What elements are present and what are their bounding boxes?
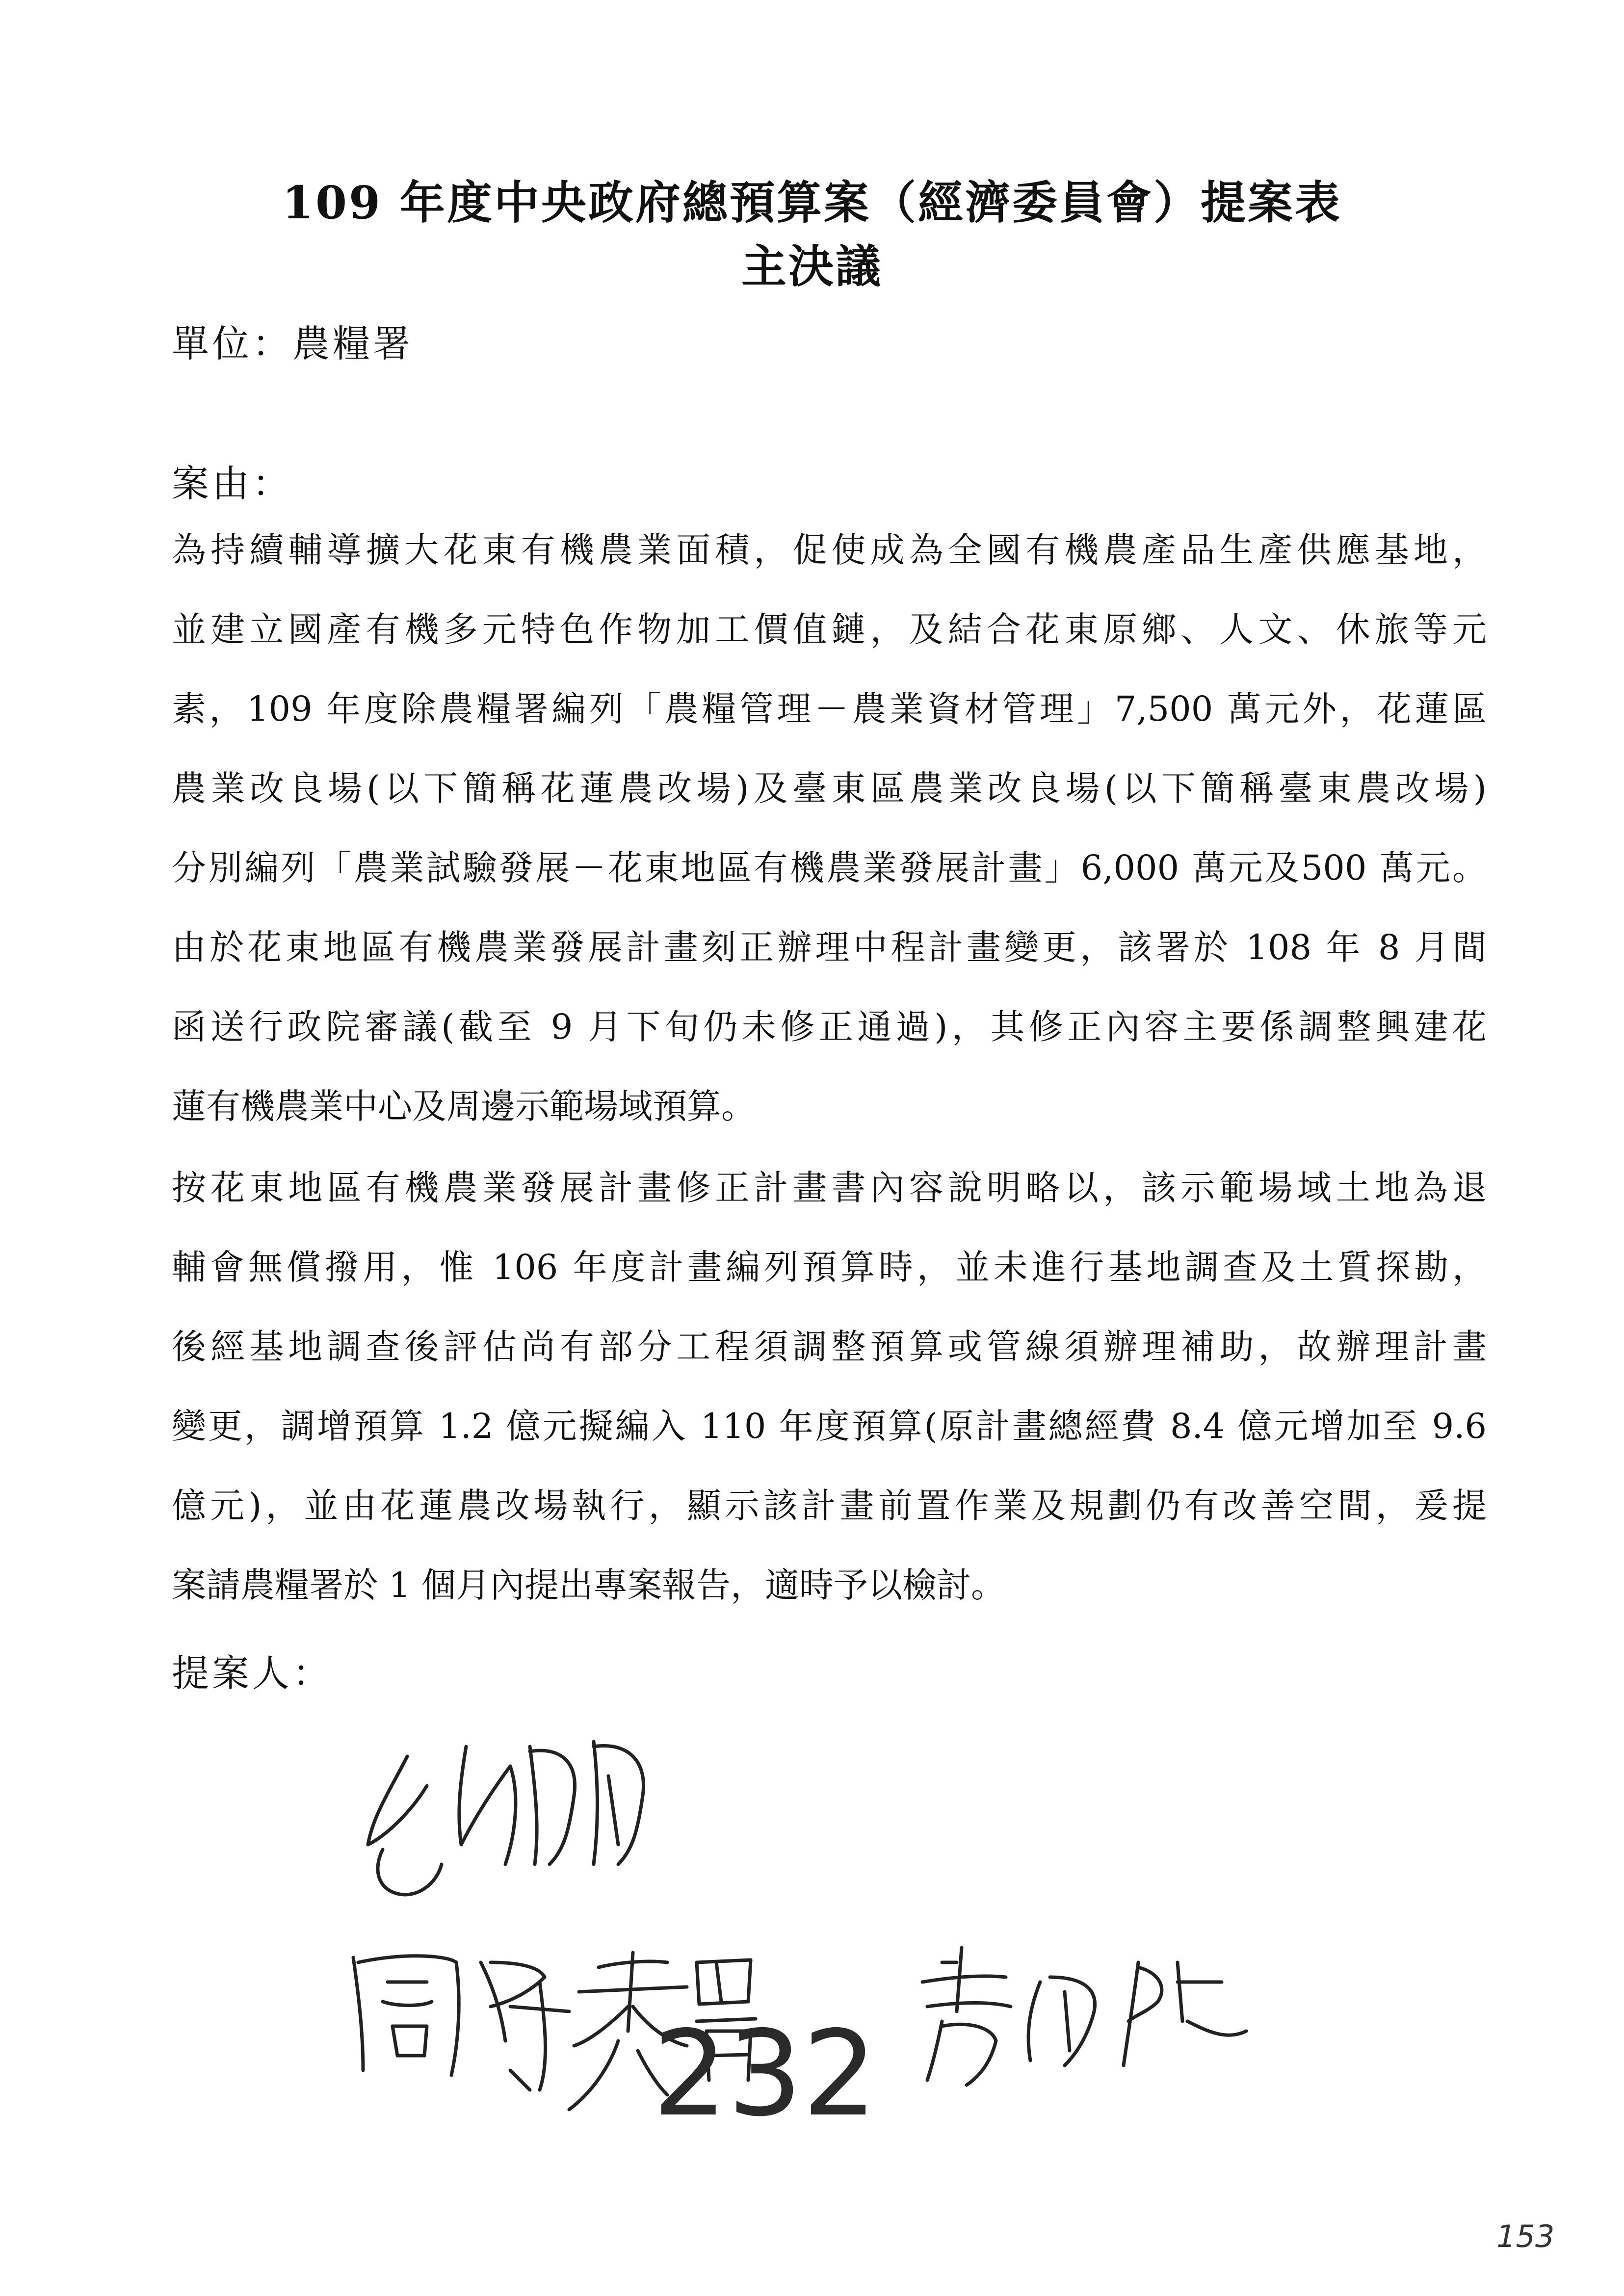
document-subtitle: 主決議: [741, 240, 883, 293]
paragraph-line: 變更，調增預算 1.2 億元擬編入 110 年度預算(原計畫總經費 8.4 億元增加至 9.6: [172, 1406, 1487, 1446]
paragraph-line: 按花東地區有機農業發展計畫修正計畫書內容說明略以，該示範場域土地為退: [172, 1168, 1487, 1208]
unit-line: 單位：農糧署: [172, 322, 413, 365]
paragraph-line: 輔會無償撥用，惟 106 年度計畫編列預算時，並未進行基地調查及土質探勘，: [172, 1247, 1487, 1287]
paragraph-line: 並建立國產有機多元特色作物加工價值鏈，及結合花東原鄉、人文、休旅等元: [172, 609, 1487, 650]
paragraph-line: 蓮有機農業中心及周邊示範場域預算。: [172, 1086, 756, 1126]
page-number: 153: [1496, 2218, 1555, 2254]
paragraph-line: 億元)，並由花蓮農改場執行，顯示該計畫前置作業及規劃仍有改善空間，爰提: [172, 1486, 1487, 1526]
paragraph-line: 素，109 年度除農糧署編列「農糧管理－農業資材管理」7,500 萬元外，花蓮區: [172, 689, 1487, 729]
page-number-stamp: [1492, 2213, 1570, 2257]
paragraph-line: 農業改良場(以下簡稱花蓮農改場)及臺東區農業改良場(以下簡稱臺東農改場): [172, 768, 1487, 809]
paragraph-line: 函送行政院審議(截至 9 月下旬仍未修正通過)，其修正內容主要係調整興建花: [172, 1007, 1487, 1047]
paragraph-line: 案請農糧署於 1 個月內提出專案報告，適時予以檢討。: [172, 1565, 1006, 1605]
paragraph-line: 分別編列「農業試驗發展－花東地區有機農業發展計畫」6,000 萬元及500 萬元。: [172, 848, 1487, 888]
signature-3: [922, 1948, 1246, 2085]
document-title: 109 年度中央政府總預算案（經濟委員會）提案表: [282, 176, 1342, 229]
handwritten-number: 232: [653, 2005, 878, 2129]
reason-label: 案由：: [172, 462, 292, 505]
paragraph-line: 由於花東地區有機農業發展計畫刻正辦理中程計畫變更，該署於 108 年 8 月間: [172, 927, 1487, 967]
paragraph-line: 為持續輔導擴大花東有機農業面積，促使成為全國有機農產品生產供應基地，: [172, 530, 1487, 570]
reason-paragraph-3: [172, 1148, 1487, 1625]
proposer-label: 提案人：: [172, 1651, 333, 1695]
reason-paragraph-1: [172, 510, 1487, 908]
paragraph-line: 後經基地調查後評估尚有部分工程須調整預算或管線須辦理補助，故辦理計畫: [172, 1327, 1487, 1367]
reason-paragraph-2: [172, 908, 1487, 1146]
signature-1: [368, 1742, 644, 1895]
signatures: [343, 1688, 1374, 2129]
